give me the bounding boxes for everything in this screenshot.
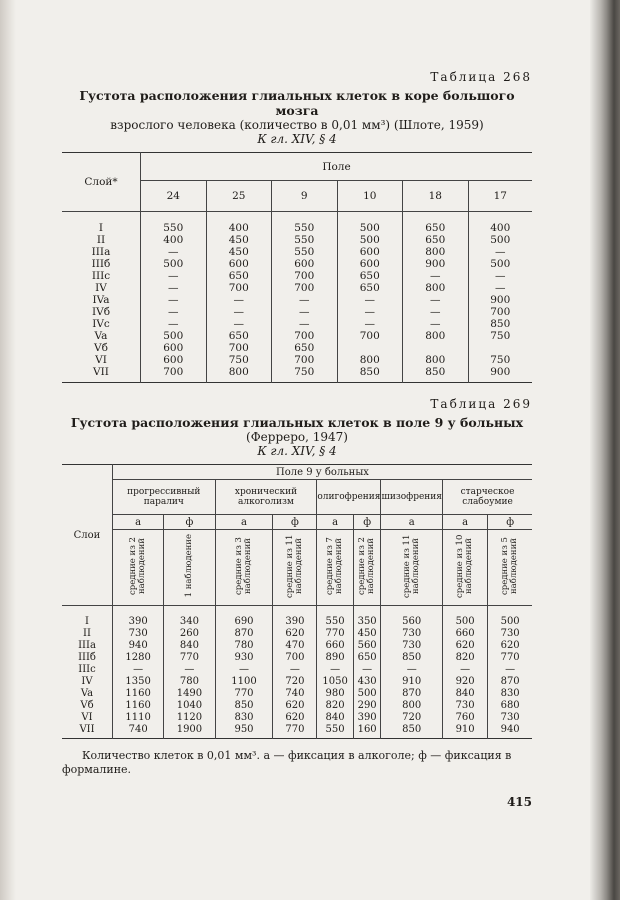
value-cell: 340 (164, 606, 215, 629)
layer-cell: Vб (62, 700, 113, 712)
observations-header (442, 530, 487, 606)
layer-cell: IVc (62, 318, 141, 330)
table2-title: Густота расположения глиальных клеток в поле 9 у больных (70, 415, 524, 430)
layer-cell: IIIc (62, 664, 113, 676)
value-cell: 1280 (113, 652, 164, 664)
value-cell: — (337, 294, 403, 306)
value-cell: 760 (442, 712, 487, 724)
value-cell: 680 (500, 700, 520, 711)
value-cell: 600 (337, 246, 403, 258)
value-cell: 870 (381, 688, 443, 700)
value-cell: 770 (500, 652, 520, 663)
value-cell: 820 (442, 652, 487, 664)
value-cell: 850 (381, 652, 443, 664)
field-col-header: 10 (337, 181, 403, 212)
value-cell: 600 (337, 258, 403, 270)
value-cell: 730 (500, 712, 520, 723)
fixation-header: а (215, 515, 273, 530)
value-cell: 650 (206, 330, 272, 342)
field-col-header: 9 (272, 181, 338, 212)
value-cell: 930 (215, 652, 273, 664)
value-cell: 690 (215, 606, 273, 629)
disease-header: шизофрения (381, 480, 443, 515)
value-cell: — (505, 664, 516, 675)
fixation-header: ф (353, 515, 381, 530)
layer-cell: IV (62, 282, 141, 294)
value-cell: 1490 (164, 688, 215, 700)
value-cell: 500 (337, 212, 403, 235)
value-cell: — (495, 270, 506, 282)
value-cell: 620 (500, 640, 520, 651)
table-row (62, 246, 532, 258)
footnote: Количество клеток в 0,01 мм³. а — фиксация в алкоголе; ф — фиксация в формалине. (62, 749, 512, 776)
value-cell: 730 (381, 640, 443, 652)
value-cell: — (141, 246, 207, 258)
value-cell: 780 (215, 640, 273, 652)
fixation-header: ф (164, 515, 215, 530)
value-cell (403, 342, 469, 354)
layer-cell: IV (62, 676, 113, 688)
value-cell: 750 (206, 354, 272, 366)
value-cell: 830 (500, 688, 520, 699)
value-cell: 500 (500, 616, 520, 627)
value-cell: 500 (490, 258, 511, 270)
value-cell: 870 (500, 676, 520, 687)
value-cell: 770 (317, 628, 353, 640)
value-cell: 800 (381, 700, 443, 712)
value-cell: 700 (272, 282, 338, 294)
table2 (62, 464, 532, 739)
value-cell: — (215, 664, 273, 676)
layer-cell: IIIб (62, 258, 141, 270)
value-cell: — (353, 664, 381, 676)
field-col-header: 24 (141, 181, 207, 212)
value-cell: 500 (141, 258, 207, 270)
table-row (62, 330, 532, 342)
value-cell: 900 (490, 366, 511, 378)
value-cell: 650 (337, 270, 403, 282)
value-cell: 800 (337, 354, 403, 366)
value-cell: 470 (273, 640, 317, 652)
value-cell: 1160 (113, 700, 164, 712)
value-cell: — (403, 318, 469, 330)
value-cell: 800 (403, 246, 469, 258)
value-cell: 700 (337, 330, 403, 342)
value-cell: — (495, 282, 506, 294)
value-cell: 720 (381, 712, 443, 724)
value-cell: 730 (500, 628, 520, 639)
value-cell: 910 (381, 676, 443, 688)
value-cell: 450 (353, 628, 381, 640)
value-cell: 650 (403, 212, 469, 235)
value-cell: 500 (490, 234, 511, 246)
value-cell: 850 (403, 366, 469, 383)
fixation-header: а (113, 515, 164, 530)
value-cell: 620 (273, 628, 317, 640)
value-cell: 870 (215, 628, 273, 640)
value-cell: 940 (500, 724, 520, 735)
value-cell: 700 (206, 342, 272, 354)
value-cell: 390 (273, 606, 317, 629)
value-cell: 390 (353, 712, 381, 724)
observations-header (317, 530, 353, 606)
value-cell: 290 (353, 700, 381, 712)
value-cell: 650 (353, 652, 381, 664)
value-cell: 750 (490, 354, 511, 366)
value-cell: 600 (141, 342, 207, 354)
value-cell: 500 (141, 330, 207, 342)
value-cell: 730 (381, 628, 443, 640)
value-cell: — (141, 270, 207, 282)
layer-cell: II (62, 628, 113, 640)
value-cell: 560 (381, 606, 443, 629)
value-cell: 550 (141, 212, 207, 235)
value-cell: — (206, 294, 272, 306)
value-cell: 700 (206, 282, 272, 294)
layer-cell: IIIa (62, 640, 113, 652)
value-cell: 700 (272, 270, 338, 282)
value-cell: 1110 (113, 712, 164, 724)
observations-label: средние из 11 наблюдений (401, 534, 421, 598)
value-cell: — (272, 294, 338, 306)
book-binding-edge (590, 0, 620, 900)
observations-header (273, 530, 317, 606)
disease-header: старческое слабоумие (442, 480, 532, 515)
value-cell: 550 (317, 606, 353, 629)
value-cell: 550 (272, 212, 338, 235)
value-cell: 430 (353, 676, 381, 688)
table-row (62, 234, 532, 246)
value-cell: 700 (272, 354, 338, 366)
value-cell: 980 (317, 688, 353, 700)
value-cell: 800 (403, 282, 469, 294)
layer-cell: VII (62, 724, 113, 739)
value-cell: 850 (381, 724, 443, 739)
value-cell: 600 (272, 258, 338, 270)
value-cell: — (113, 664, 164, 676)
value-cell: — (381, 664, 443, 676)
table-row (62, 712, 532, 724)
field-header: Поле (141, 153, 533, 181)
value-cell: — (273, 664, 317, 676)
layer-cell: Va (62, 688, 113, 700)
observations-label: средние из 7 наблюдений (325, 537, 345, 595)
table-row (62, 606, 532, 629)
value-cell: 820 (317, 700, 353, 712)
value-cell: 920 (442, 676, 487, 688)
value-cell: 450 (206, 234, 272, 246)
value-cell: 740 (113, 724, 164, 739)
observations-header (353, 530, 381, 606)
layer-cell: VII (62, 366, 141, 383)
disease-header: олигофрения (317, 480, 381, 515)
value-cell: 1160 (113, 688, 164, 700)
table2-subtitle: (Ферреро, 1947) (246, 430, 348, 444)
value-cell: — (206, 306, 272, 318)
value-cell: 840 (164, 640, 215, 652)
value-cell: 770 (273, 724, 317, 739)
value-cell: 800 (206, 366, 272, 383)
table-row (62, 724, 532, 739)
value-cell (468, 342, 532, 354)
table-row (62, 282, 532, 294)
value-cell: 800 (403, 354, 469, 366)
group-header: Поле 9 у больных (113, 465, 533, 480)
layers-header: Слои (62, 465, 113, 606)
table-row (62, 700, 532, 712)
value-cell: 950 (215, 724, 273, 739)
value-cell: 550 (317, 724, 353, 739)
page-number: 415 (506, 795, 532, 809)
table-row (62, 270, 532, 282)
fixation-header: а (381, 515, 443, 530)
observations-label: средние из 3 наблюдений (234, 537, 253, 595)
table-row (62, 652, 532, 664)
value-cell: 500 (442, 606, 487, 629)
value-cell: 750 (272, 366, 338, 383)
layer-cell: IIIa (62, 246, 141, 258)
table-row (62, 258, 532, 270)
value-cell: 400 (490, 222, 511, 234)
table-row (62, 688, 532, 700)
table1-label: Таблица 268 (430, 70, 532, 84)
value-cell: — (317, 664, 353, 676)
fixation-header: а (317, 515, 353, 530)
value-cell: 500 (337, 234, 403, 246)
table1-subtitle: взрослого человека (количество в 0,01 мм³) (Шлоте, 1959) (110, 118, 484, 132)
value-cell: 700 (273, 652, 317, 664)
value-cell: 600 (206, 258, 272, 270)
value-cell: — (495, 246, 506, 258)
value-cell: 1050 (317, 676, 353, 688)
value-cell: 260 (164, 628, 215, 640)
disease-header: прогрессивный паралич (113, 480, 216, 515)
value-cell: — (272, 318, 338, 330)
table-row (62, 640, 532, 652)
table-row (62, 628, 532, 640)
value-cell: — (141, 294, 207, 306)
value-cell: — (164, 664, 215, 676)
field-col-header: 18 (403, 181, 469, 212)
value-cell: 660 (442, 628, 487, 640)
value-cell: 770 (215, 688, 273, 700)
value-cell: 1350 (113, 676, 164, 688)
value-cell: 700 (272, 330, 338, 342)
layer-cell: I (62, 606, 113, 629)
field-col-header: 25 (206, 181, 272, 212)
value-cell: 650 (206, 270, 272, 282)
value-cell: 1120 (164, 712, 215, 724)
value-cell: 650 (272, 342, 338, 354)
observations-header (164, 530, 215, 606)
observations-label: средние из 11 наблюдений (284, 534, 304, 598)
value-cell: 780 (164, 676, 215, 688)
value-cell: 1900 (164, 724, 215, 739)
field-col-header: 17 (468, 181, 532, 212)
table-row (62, 212, 532, 235)
observations-label: средние из 2 наблюдений (357, 537, 377, 595)
value-cell: 400 (206, 212, 272, 235)
value-cell: — (337, 306, 403, 318)
value-cell: 730 (442, 700, 487, 712)
value-cell: 560 (353, 640, 381, 652)
table-row (62, 318, 532, 330)
value-cell: 830 (215, 712, 273, 724)
value-cell (337, 342, 403, 354)
value-cell: 900 (403, 258, 469, 270)
value-cell: — (141, 306, 207, 318)
layer-cell: Va (62, 330, 141, 342)
value-cell: 700 (490, 306, 511, 318)
left-page-edge (0, 0, 16, 900)
value-cell: 720 (273, 676, 317, 688)
table2-reference: К гл. XIV, § 4 (257, 444, 337, 458)
value-cell: 770 (164, 652, 215, 664)
table-row (62, 354, 532, 366)
table1-reference: К гл. XIV, § 4 (257, 132, 337, 146)
value-cell: — (403, 306, 469, 318)
layer-cell: IVб (62, 306, 141, 318)
value-cell: 620 (273, 712, 317, 724)
value-cell: 550 (272, 234, 338, 246)
layer-cell: II (62, 234, 141, 246)
value-cell: 600 (141, 354, 207, 366)
value-cell: 850 (337, 366, 403, 383)
value-cell: 910 (442, 724, 487, 739)
value-cell: 660 (317, 640, 353, 652)
layer-cell: I (62, 212, 141, 235)
table-row (62, 306, 532, 318)
value-cell: 400 (141, 234, 207, 246)
value-cell: 160 (353, 724, 381, 739)
value-cell: 850 (490, 318, 511, 330)
value-cell: 350 (353, 606, 381, 629)
value-cell: — (337, 318, 403, 330)
disease-header: хронический алкоголизм (215, 480, 317, 515)
value-cell: 650 (337, 282, 403, 294)
value-cell: 620 (273, 700, 317, 712)
observations-header (381, 530, 443, 606)
table-row (62, 342, 532, 354)
observations-header (113, 530, 164, 606)
observations-header (215, 530, 273, 606)
layer-cell: IVa (62, 294, 141, 306)
layer-header: Слой* (62, 153, 141, 212)
table1-title: Густота расположения глиальных клеток в коре большого мозга (79, 88, 515, 118)
value-cell: 500 (353, 688, 381, 700)
value-cell: 800 (403, 330, 469, 342)
value-cell: 650 (403, 234, 469, 246)
table-row (62, 294, 532, 306)
layer-cell: VI (62, 712, 113, 724)
fixation-header: ф (273, 515, 317, 530)
table1 (62, 152, 532, 383)
observations-label: 1 наблюдение (183, 534, 194, 598)
value-cell: 550 (272, 246, 338, 258)
observations-label: средние из 10 наблюдений (455, 534, 475, 598)
table-row (62, 664, 532, 676)
value-cell: 700 (141, 366, 207, 383)
value-cell: — (141, 282, 207, 294)
layer-cell: IIIc (62, 270, 141, 282)
value-cell: 750 (490, 330, 511, 342)
value-cell: — (141, 318, 207, 330)
book-page (62, 70, 532, 809)
fixation-header: а (442, 515, 487, 530)
value-cell: 840 (442, 688, 487, 700)
fixation-header: ф (488, 515, 532, 530)
value-cell: 730 (113, 628, 164, 640)
value-cell: — (403, 294, 469, 306)
value-cell: 850 (215, 700, 273, 712)
value-cell: 450 (206, 246, 272, 258)
layer-cell: VI (62, 354, 141, 366)
value-cell: — (403, 270, 469, 282)
observations-label: средние из 5 наблюдений (500, 537, 520, 595)
table2-label: Таблица 269 (430, 397, 532, 411)
value-cell: 890 (317, 652, 353, 664)
table-row (62, 366, 532, 383)
table-row (62, 676, 532, 688)
value-cell: 900 (490, 294, 511, 306)
value-cell: 1040 (164, 700, 215, 712)
value-cell: 1100 (215, 676, 273, 688)
value-cell: — (206, 318, 272, 330)
layer-cell: Vб (62, 342, 141, 354)
value-cell: — (272, 306, 338, 318)
value-cell: 740 (273, 688, 317, 700)
value-cell: 620 (442, 640, 487, 652)
observations-header (488, 530, 532, 606)
value-cell: 940 (113, 640, 164, 652)
value-cell: — (442, 664, 487, 676)
observations-label: средние из 2 наблюдений (128, 537, 148, 595)
layer-cell: IIIб (62, 652, 113, 664)
value-cell: 390 (113, 606, 164, 629)
value-cell: 840 (317, 712, 353, 724)
